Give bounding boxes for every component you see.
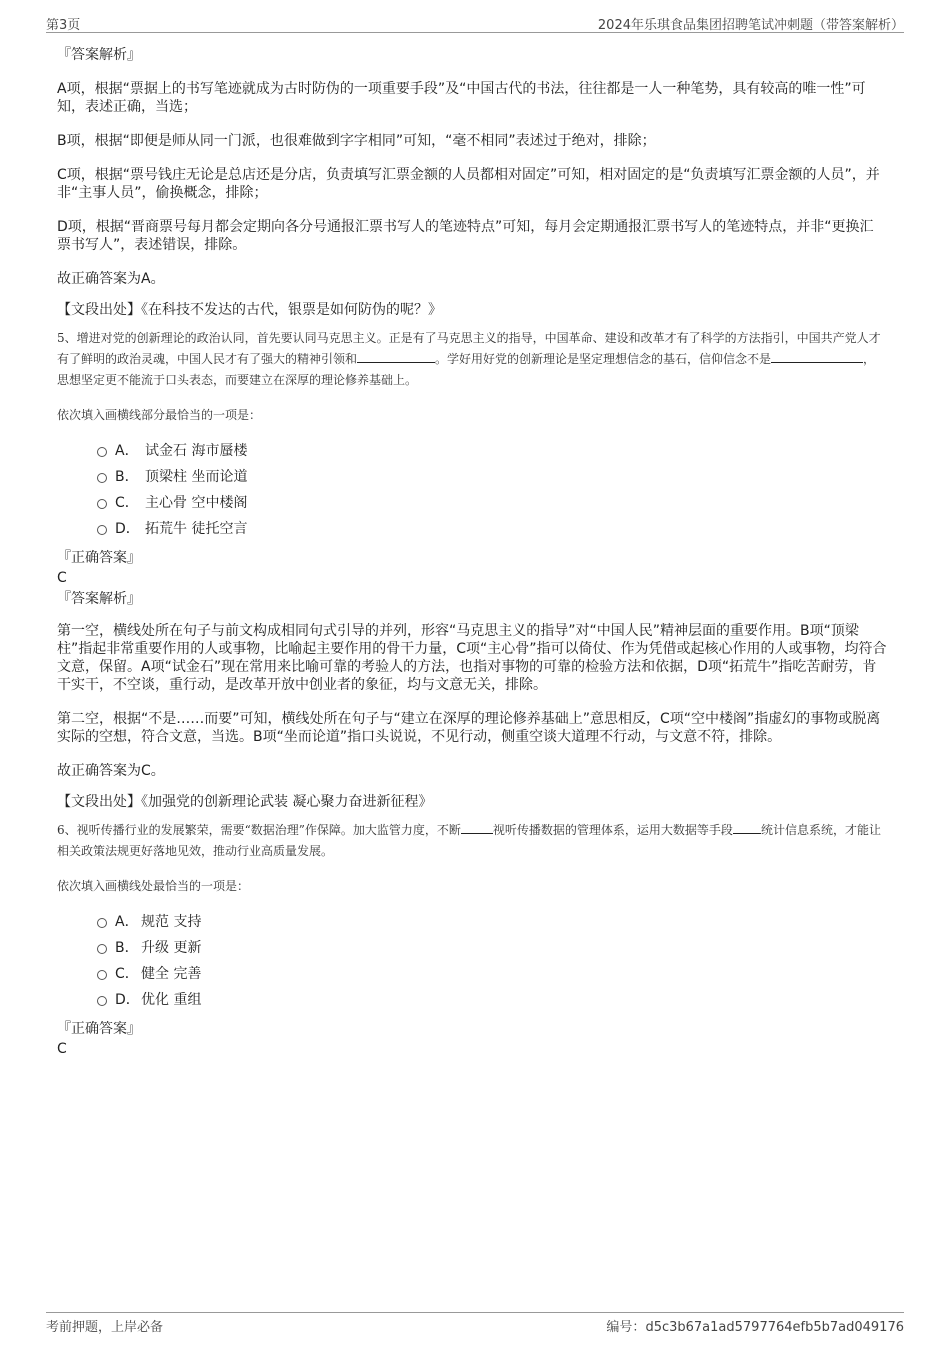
q6-option-d[interactable]: D． 优化 重组 — [57, 987, 887, 1013]
q6-stem-part-1: 6、视听传播行业的发展繁荣，需要“数据治理”作保障。加大监管力度，不断 — [57, 823, 461, 837]
q6-prompt: 依次填入画横线处最恰当的一项是： — [57, 879, 250, 893]
radio-icon[interactable] — [97, 918, 107, 928]
q6-option-c[interactable]: C． 健全 完善 — [57, 961, 887, 987]
q5-correct-answer: C — [57, 570, 67, 586]
q6-correct-title: 『正确答案』 — [57, 1021, 141, 1037]
document-title: 2024年乐琪食品集团招聘笔试冲刺题（带答案解析） — [597, 18, 904, 33]
page-footer — [46, 1312, 904, 1335]
q5-prompt: 依次填入画横线部分最恰当的一项是： — [57, 408, 262, 422]
page-number: 第3页 — [46, 18, 81, 33]
q5-analysis-2: 第二空，根据“不是……而要”可知，横线处所在句子与“建立在深厚的理论修养基础上”意思相反，C项“空中楼阁”指虚幻的事物或脱离实际的空想，符合文意，当选。B项“坐而论道”指口头说说，不见行动，侧重空谈大道理不行动，与文意不符，排除。 — [57, 711, 881, 745]
q5-analysis-title: 『答案解析』 — [57, 591, 141, 607]
q5-stem-part-2: 。学好用好党的创新理论是坚定理想信念的基石，信仰信念不是 — [435, 352, 772, 366]
footer-code — [606, 1316, 904, 1335]
q6-option-a[interactable]: A． 规范 支持 — [57, 909, 887, 935]
footer-code-value: d5c3b67a1ad5797764efb5b7ad049176 — [645, 1320, 904, 1335]
radio-icon[interactable] — [97, 499, 107, 509]
q4-analysis-a: A项，根据“票据上的书写笔迹就成为古时防伪的一项重要手段”及“中国古代的书法，往往都是一人一种笔势，具有较高的唯一性”可知，表述正确，当选； — [57, 81, 866, 115]
footer-code-label: 编号： — [606, 1320, 646, 1335]
q5-stem — [57, 328, 887, 391]
q5-analysis-1: 第一空，横线处所在句子与前文构成相同句式引导的并列，形容“马克思主义的指导”对“中国人民”精神层面的重要作用。B项“顶梁柱”指起非常重要作用的人或事物，比喻起主要作用的骨干力量，C项“主心骨”指可以倚仗、作为凭借或起核心作用的人或事物，均符合文意，保留。A项“试金石”现在常用来比喻可靠的考验人的方法，也指对事物的可靠的检验方法和依据，D项“拓荒牛”指吃苦耐劳，肯干实干，不空谈，重行动，是改革开放中创业者的象征，均与文意无关，排除。 — [57, 623, 887, 693]
q5-option-b[interactable]: B． 顶梁柱 坐而论道 — [57, 464, 887, 490]
q6-blank-2 — [733, 821, 761, 834]
q6-correct-answer: C — [57, 1041, 67, 1057]
q5-blank-2 — [771, 350, 863, 363]
q4-analysis-c: C项，根据“票号钱庄无论是总店还是分店，负责填写汇票金额的人员都相对固定”可知，相对固定的是“负责填写汇票金额的人员”，并非“主事人员”，偷换概念，排除； — [57, 167, 880, 201]
page-header — [46, 10, 904, 33]
q4-conclusion: 故正确答案为A。 — [57, 271, 165, 287]
radio-icon[interactable] — [97, 944, 107, 954]
q6-stem — [57, 820, 887, 862]
q4-analysis-title: 『答案解析』 — [57, 47, 141, 63]
radio-icon[interactable] — [97, 447, 107, 457]
q5-option-c[interactable]: C． 主心骨 空中楼阁 — [57, 490, 887, 516]
q4-source: 【文段出处】《在科技不发达的古代，银票是如何防伪的呢？》 — [57, 302, 442, 318]
q4-analysis-d: D项，根据“晋商票号每月都会定期向各分号通报汇票书写人的笔迹特点”可知，每月会定期通报汇票书写人的笔迹特点，并非“更换汇票书写人”，表述错误，排除。 — [57, 219, 874, 253]
footer-slogan: 考前押题，上岸必备 — [46, 1320, 164, 1335]
q4-analysis-b: B项，根据“即便是师从同一门派，也很难做到字字相同”可知，“毫不相同”表述过于绝对，排除； — [57, 133, 656, 149]
radio-icon[interactable] — [97, 996, 107, 1006]
document-body — [57, 44, 887, 1059]
radio-icon[interactable] — [97, 970, 107, 980]
q6-stem-part-2: 视听传播数据的管理体系，运用大数据等手段 — [492, 823, 733, 837]
q5-options — [57, 438, 887, 542]
q5-correct-title: 『正确答案』 — [57, 550, 141, 566]
q5-source: 【文段出处】《加强党的创新理论武装 凝心聚力奋进新征程》 — [57, 794, 433, 810]
q5-stem-part-1: 5、增进对党的创新理论的政治认同，首先要认同马克思主义。正是有了马克思主义的指导，中国革命、建设和改革才有了科学的方法指引，中国共产党人才有了鲜明的政治灵魂，中国人民才有了强大的精神引领和 — [57, 331, 881, 366]
q6-options — [57, 909, 887, 1013]
q6-stem-part-3: 统计信息系统，才能让相关政策法规更好落地见效，推动行业高质量发展。 — [57, 823, 881, 858]
q6-option-b[interactable]: B． 升级 更新 — [57, 935, 887, 961]
q5-option-d[interactable]: D． 拓荒牛 徒托空言 — [57, 516, 887, 542]
radio-icon[interactable] — [97, 473, 107, 483]
q5-conclusion: 故正确答案为C。 — [57, 763, 165, 779]
q5-stem-part-3: ，思想坚定更不能流于口头表态，而要建立在深厚的理论修养基础上。 — [57, 352, 876, 387]
radio-icon[interactable] — [97, 525, 107, 535]
q5-option-a[interactable]: A． 试金石 海市蜃楼 — [57, 438, 887, 464]
q5-blank-1 — [357, 350, 435, 363]
q6-blank-1 — [461, 821, 493, 834]
